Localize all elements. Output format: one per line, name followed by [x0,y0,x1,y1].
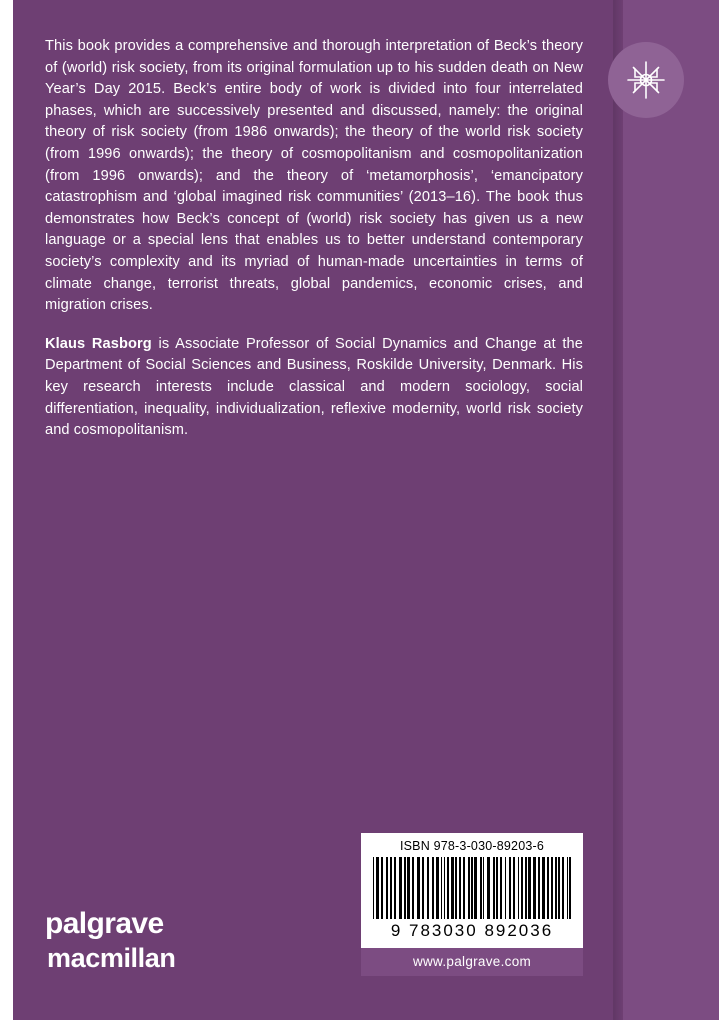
publisher-name-line1: palgrave [45,907,164,940]
author-paragraph [45,334,583,442]
isbn-label: ISBN 978-3-030-89203-6 [399,839,545,853]
back-cover-text [45,36,583,442]
barcode-bars [373,857,571,919]
barcode-block [361,833,583,976]
publisher-name-line2: macmillan [47,943,176,973]
palgrave-starburst-icon [608,42,684,118]
author-bio: is Associate Professor of Social Dynamics and Change at the Department of Social Sciences and Business, Roskilde University, Denmark. His key research interests include classical and modern sociology, social differentiation, inequality, individualization, reflexive modernity, world risk society and cosmopolitanism. [45,335,583,439]
ean-digits: 9 783030 892036 [390,921,554,940]
cover-left-edge [0,0,13,1020]
blurb-paragraph: This book provides a comprehensive and thorough interpretation of Beck’s theory of (world) risk society, from its original formulation up to his sudden death on New Year’s Day 2015. Beck’s entire body of work is divided into four interrelated phases, which are successively presented and discussed, namely: the original theory of risk society (from 1986 onwards); the theory of the world risk society (from 1996 onwards); the theory of cosmopolitanism and cosmopolitanization (from 1996 onwards); and the theory of ‘metamorphosis’, ‘emancipatory catastrophism and ‘global imagined risk communities’ (2013–16). The book thus demonstrates how Beck’s concept of (world) risk society has given us a new language or a special lens that enables us to better understand contemporary society’s complexity and its myriad of human-made uncertainties in terms of climate change, terrorist threats, global pandemics, economic crises, and migration crises. [45,38,583,314]
publisher-wordmark [45,909,175,972]
spine-shadow [613,0,623,1020]
author-name: Klaus Rasborg [45,335,152,352]
publisher-url: www.palgrave.com [361,948,583,976]
book-spine [623,0,719,1020]
